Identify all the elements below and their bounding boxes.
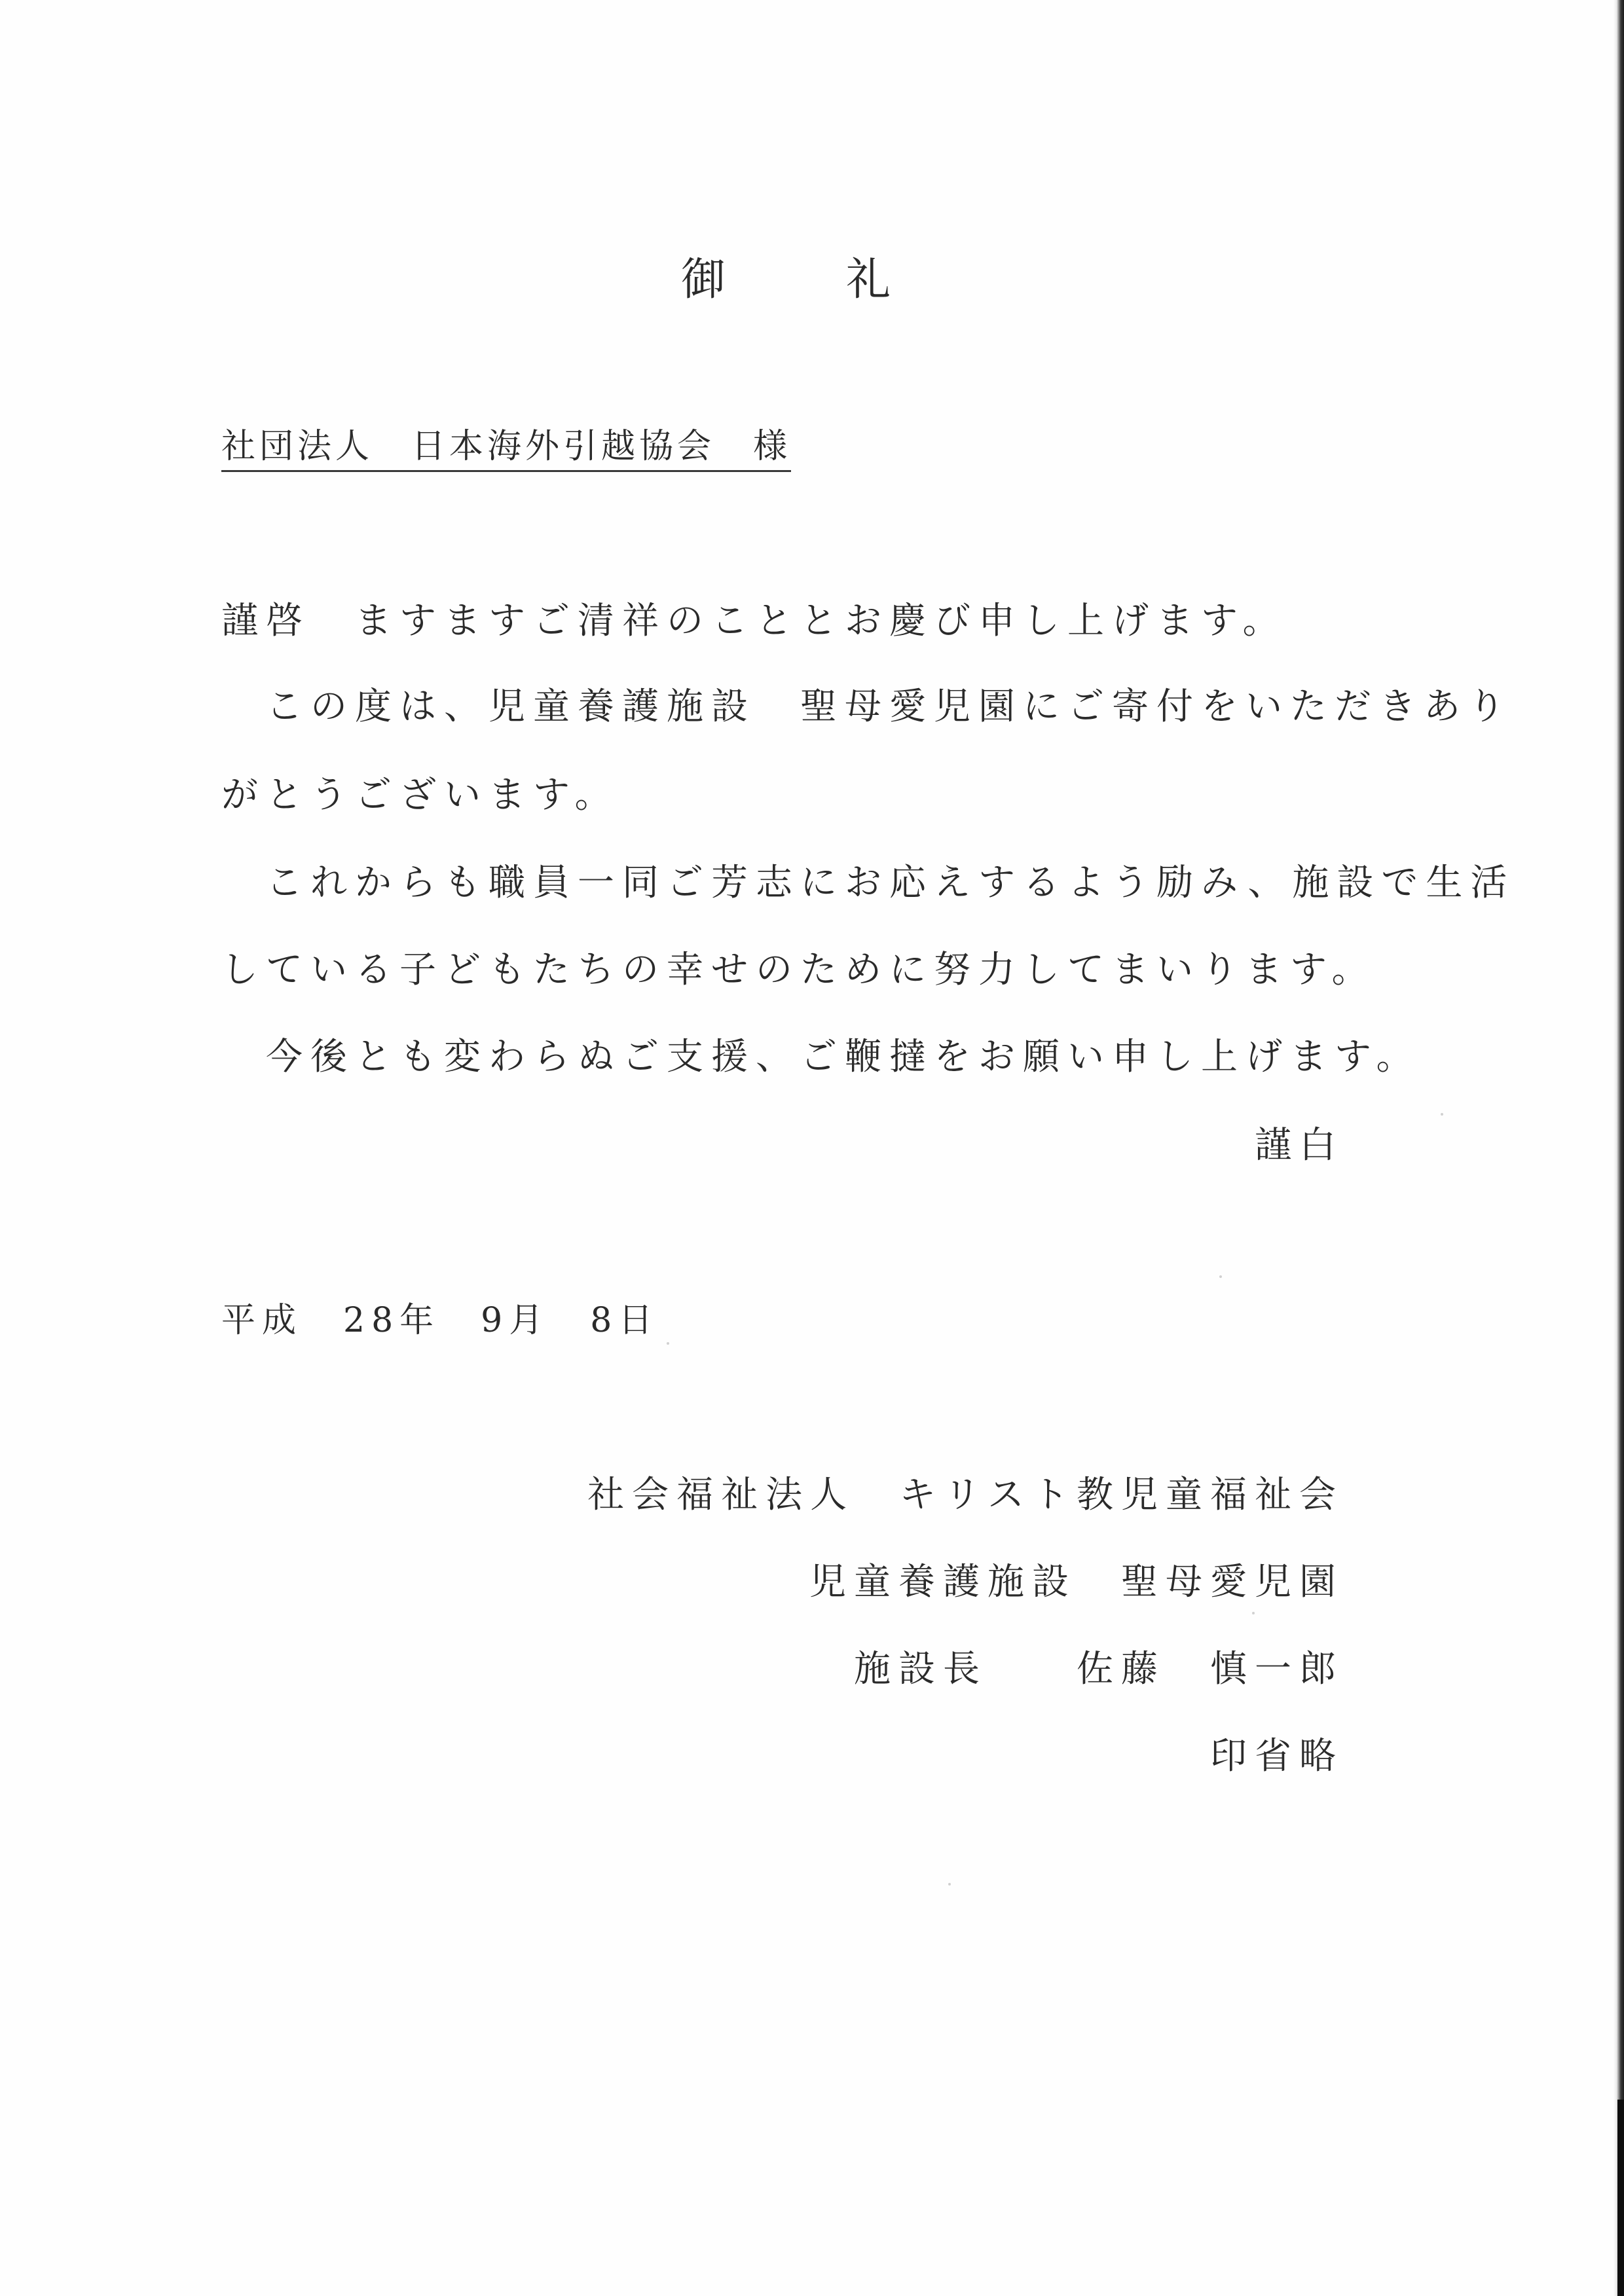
opening-greeting: 謹啓 ますますご清祥のこととお慶び申し上げます。	[221, 600, 1287, 642]
letter-date: 平成 28年 9月 8日	[221, 1301, 659, 1340]
body-line-3: これからも職員一同ご芳志にお応えするよう励み、施設で生活	[221, 862, 1515, 904]
scanner-edge-shadow-bottom	[1617, 2100, 1624, 2296]
signature-seal-note: 印省略	[1210, 1735, 1344, 1777]
addressee: 社団法人 日本海外引越協会 様	[221, 426, 791, 472]
body-line-4: している子どもたちの幸せのために努力してまいります。	[221, 949, 1376, 991]
signature-facility: 児童養護施設 聖母愛児園	[809, 1561, 1344, 1603]
scanner-edge-shadow	[1614, 0, 1624, 2296]
scan-speck	[1441, 1113, 1443, 1116]
title-char-1: 御	[681, 254, 726, 306]
scan-speck	[667, 1342, 669, 1345]
title-char-2: 礼	[845, 254, 891, 306]
letter-title	[681, 254, 891, 306]
scan-speck	[1219, 1275, 1222, 1278]
signature-director: 施設長 佐藤 慎一郎	[854, 1648, 1344, 1690]
body-line-2: がとうございます。	[221, 774, 619, 816]
closing-phrase: 謹白	[1255, 1124, 1344, 1167]
body-line-5: 今後とも変わらぬご支援、ご鞭撻をお願い申し上げます。	[221, 1036, 1421, 1078]
signature-organization: 社会福祉法人 キリスト教児童福祉会	[587, 1474, 1344, 1516]
body-line-1: この度は、児童養護施設 聖母愛児園にご寄付をいただきあり	[221, 685, 1513, 728]
scan-speck	[1252, 1612, 1255, 1614]
scan-speck	[948, 1883, 951, 1886]
